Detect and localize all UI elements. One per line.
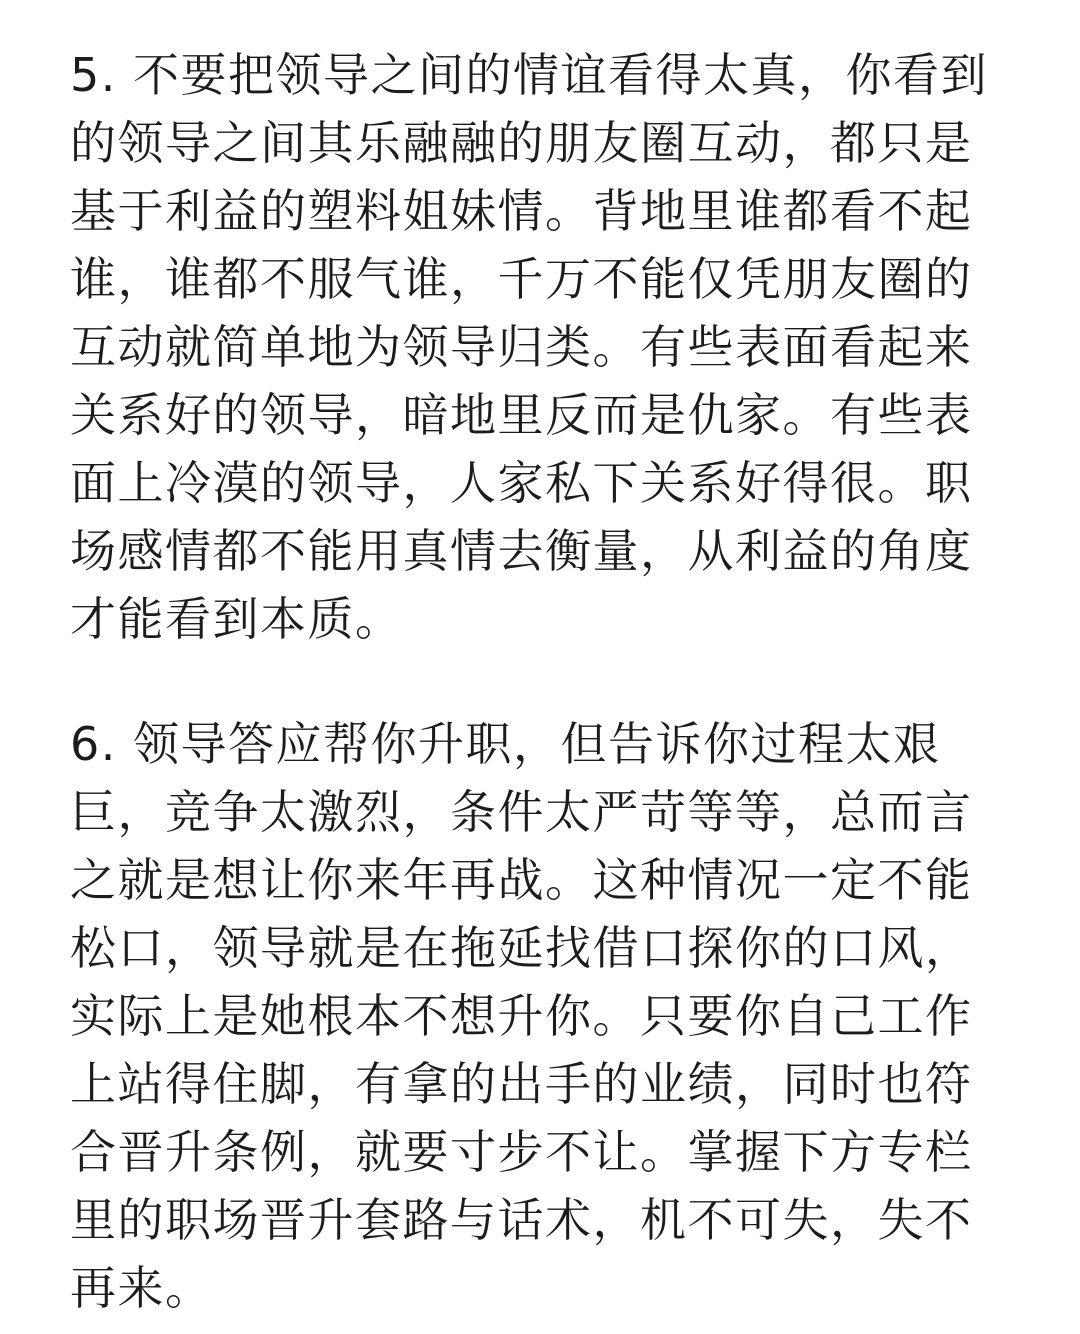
paragraph-line: 关系好的领导，暗地里反而是仇家。有些表 (70, 388, 973, 442)
paragraph-line: 合晋升条例，就要寸步不让。掌握下方专栏 (70, 1125, 973, 1179)
paragraph-line: 才能看到本质。 (70, 592, 403, 646)
paragraph-5 (70, 41, 1050, 653)
paragraph-line: 面上冷漠的领导，人家私下关系好得很。职 (70, 456, 973, 510)
paragraph-line: 上站得住脚，有拿的出手的业绩，同时也符 (70, 1057, 973, 1111)
paragraph-line: 松口，领导就是在拖延找借口探你的口风， (70, 921, 973, 975)
paragraph-line: 场感情都不能用真情去衡量，从利益的角度 (70, 524, 973, 578)
paragraph-line: 5. 不要把领导之间的情谊看得太真，你看到 (70, 48, 989, 102)
paragraph-line: 基于利益的塑料姐妹情。背地里谁都看不起 (70, 184, 973, 238)
paragraph-line: 巨，竞争太激烈，条件太严苛等等，总而言 (70, 785, 973, 839)
article-body (70, 41, 1050, 1322)
paragraph-line: 的领导之间其乐融融的朋友圈互动，都只是 (70, 116, 973, 170)
paragraph-6 (70, 710, 1050, 1322)
paragraph-line: 互动就简单地为领导归类。有些表面看起来 (70, 320, 973, 374)
paragraph-line: 里的职场晋升套路与话术，机不可失，失不 (70, 1193, 973, 1247)
paragraph-line: 之就是想让你来年再战。这种情况一定不能 (70, 853, 973, 907)
paragraph-line: 实际上是她根本不想升你。只要你自己工作 (70, 989, 973, 1043)
paragraph-line: 谁，谁都不服气谁，千万不能仅凭朋友圈的 (70, 252, 973, 306)
paragraph-line: 6. 领导答应帮你升职，但告诉你过程太艰 (70, 717, 941, 771)
paragraph-line: 再来。 (70, 1261, 213, 1315)
